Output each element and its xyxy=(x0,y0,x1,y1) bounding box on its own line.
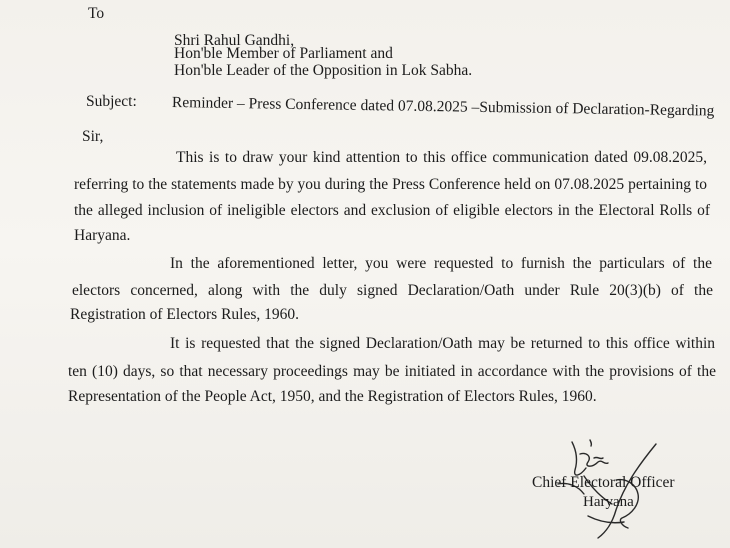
paragraph-2-line-3: Registration of Electors Rules, 1960. xyxy=(70,306,300,323)
paragraph-1-line-1: This is to draw your kind attention to this office communication dated 09.08.2025, xyxy=(176,149,707,166)
signatory-designation: Chief Electoral Officer xyxy=(532,474,675,491)
paragraph-3-line-2: ten (10) days, so that necessary proceedings may be initiated in accordance with the provisions of the xyxy=(68,363,716,380)
to-label: To xyxy=(88,5,105,22)
recipient-name: Shri Rahul Gandhi, xyxy=(174,32,295,49)
paragraph-1-line-2: referring to the statements made by you during the Press Conference held on 07.08.2025 pertaining to xyxy=(74,176,707,193)
paragraph-3-line-3: Representation of the People Act, 1950, and the Registration of Electors Rules, 1960. xyxy=(68,388,597,405)
paragraph-2-line-2: electors concerned, along with the duly signed Declaration/Oath under Rule 20(3)(b) of the xyxy=(72,282,713,299)
salutation: Sir, xyxy=(82,128,104,145)
paragraph-1-line-3: the alleged inclusion of ineligible electors and exclusion of eligible electors in the Electoral Rolls of xyxy=(74,202,710,219)
subject-label: Subject: xyxy=(86,93,137,110)
signatory-state: Haryana xyxy=(583,494,634,510)
paragraph-3-line-1: It is requested that the signed Declaration/Oath may be returned to this office within xyxy=(170,335,715,352)
paragraph-1-line-4: Haryana. xyxy=(74,227,131,244)
paragraph-2-line-1: In the aforementioned letter, you were requested to furnish the particulars of the xyxy=(170,255,712,272)
subject-text: Reminder – Press Conference dated 07.08.2025 –Submission of Declaration-Regarding xyxy=(171,94,715,120)
recipient-position-line: Hon'ble Leader of the Opposition in Lok Sabha. xyxy=(174,62,473,79)
recipient-title-line: Hon'ble Member of Parliament and xyxy=(174,45,393,62)
